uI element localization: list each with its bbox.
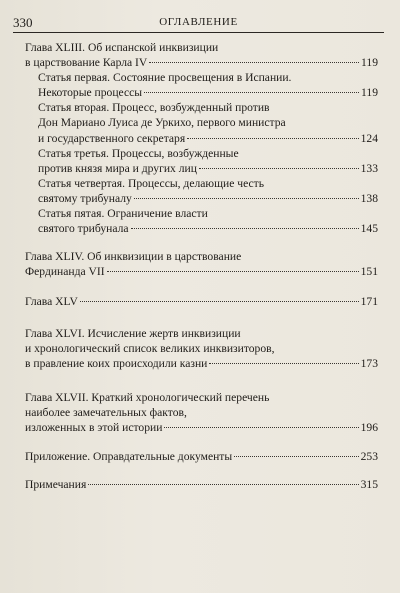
dot-leader (149, 62, 359, 63)
toc-entry-text: святого трибунала (38, 222, 129, 236)
toc-entry-text: Глава XLIV. Об инквизиции в царствование (25, 250, 242, 264)
dot-leader (131, 228, 359, 229)
toc-entry-chapter-47 (25, 390, 378, 435)
toc-entry-article-4 (25, 176, 378, 206)
page-header (13, 14, 384, 33)
dot-leader (234, 456, 358, 457)
toc-entry-article-5 (25, 206, 378, 236)
dot-leader (144, 92, 359, 93)
toc-entry-text: Глава XLIII. Об испанской инквизиции (25, 41, 219, 54)
toc-page-number: 138 (360, 191, 378, 205)
toc-entry-appendix (25, 449, 378, 464)
toc-entry-text: Примечания (25, 478, 87, 492)
dot-leader (187, 138, 358, 139)
toc-entry-text: в царствование Карла IV (25, 56, 148, 70)
toc-page-number: 315 (360, 478, 378, 492)
toc-page-number: 173 (360, 356, 378, 370)
toc-entry-text: Некоторые процессы (38, 86, 143, 100)
dot-leader (164, 427, 358, 428)
toc-entry-text: наиболее замечательных фактов, (25, 405, 187, 419)
dot-leader (88, 484, 358, 485)
toc-entry-text: Статья первая. Состояние просвещения в Испании. (38, 71, 292, 85)
dot-leader (80, 301, 359, 302)
toc-entry-text: Глава XLVI. Исчисление жертв инквизиции (25, 326, 241, 340)
toc-page-number: 171 (360, 295, 378, 309)
toc-entry-article-1 (25, 70, 378, 100)
dot-leader (199, 168, 359, 169)
toc-entry-text: и хронологический список великих инквизиторов, (25, 341, 275, 355)
toc-entry-text: изложенных в этой истории (25, 420, 163, 434)
toc-page-number: 133 (360, 161, 378, 175)
toc-entry-chapter-44 (25, 249, 378, 279)
toc-page-number: 253 (360, 450, 378, 464)
toc-page-number: 145 (360, 222, 378, 236)
toc-entry-text: в правление коих происходили казни (25, 356, 208, 370)
running-title: ОГЛАВЛЕНИЕ (159, 16, 238, 28)
toc-entry-text: Глава XLV (25, 295, 78, 309)
page-number: 330 (13, 15, 33, 30)
toc-entry-text: Глава XLVII. Краткий хронологический перечень (25, 390, 270, 404)
toc-entry-article-3 (25, 146, 378, 176)
toc-entry-text: Статья четвертая. Процессы, делающие честь (38, 176, 265, 190)
toc-entry-text: Фердинанда VII (25, 265, 105, 279)
toc-entry-text: Статья пятая. Ограничение власти (38, 207, 208, 221)
toc-entry-text: Статья третья. Процессы, возбужденные (38, 146, 239, 160)
toc-page-number: 119 (361, 86, 378, 100)
dot-leader (107, 271, 359, 272)
toc-entry-text: Статья вторая. Процесс, возбужденный против (38, 101, 270, 115)
toc-entry-text: Дон Мариано Луиса де Уркихо, первого министра (38, 116, 286, 130)
table-of-contents (25, 40, 378, 492)
toc-page-number: 151 (360, 265, 378, 279)
toc-entry-chapter-43 (25, 40, 378, 70)
toc-entry-text: и государственного секретаря (38, 131, 186, 145)
toc-entry-text: святому трибуналу (38, 191, 132, 205)
toc-entry-text: Приложение. Оправдательные документы (25, 450, 233, 464)
dot-leader (209, 363, 358, 364)
toc-entry-notes (25, 477, 378, 492)
toc-page-number: 119 (361, 56, 378, 70)
toc-page-number: 196 (360, 420, 378, 434)
toc-page-number: 124 (360, 131, 378, 145)
toc-entry-chapter-45 (25, 294, 378, 309)
dot-leader (134, 198, 359, 199)
toc-entry-text: против князя мира и других лиц (38, 161, 197, 175)
toc-entry-chapter-46 (25, 326, 378, 371)
toc-entry-article-2 (25, 100, 378, 145)
